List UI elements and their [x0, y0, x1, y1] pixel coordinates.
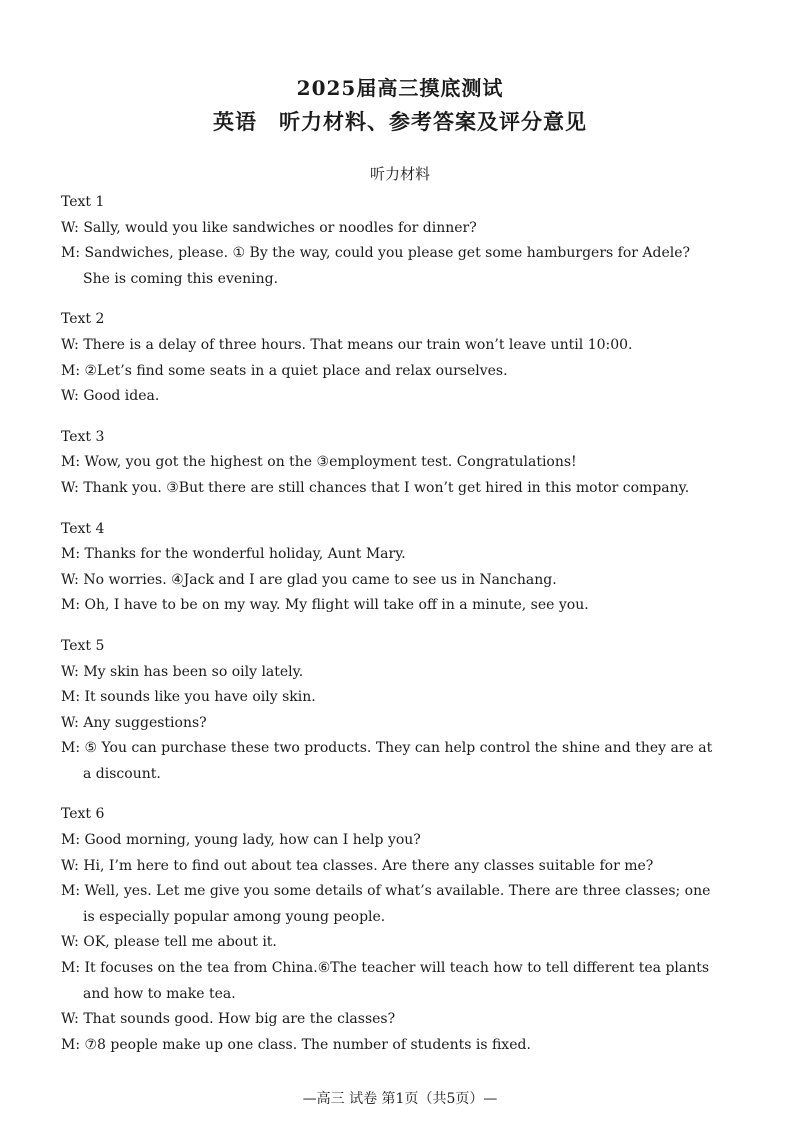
dialogue-line: M: Wow, you got the highest on the ③employment test. Congratulations! — [61, 454, 577, 471]
dialogue-line: M: Well, yes. Let me give you some details of what’s available. There are three classes; one is especially popular among young people. — [61, 883, 711, 925]
text-block-2 — [61, 307, 721, 409]
dialogue-line: W: My skin has been so oily lately. — [61, 663, 304, 680]
exam-title: 2025届高三摸底测试 — [296, 76, 504, 100]
dialogue-line: W: Thank you. ③But there are still chances that I won’t get hired in this motor company. — [61, 479, 690, 496]
text-heading: Text 3 — [61, 428, 105, 445]
subtitle-text: 听力材料、参考答案及评分意见 — [279, 109, 587, 134]
dialogue-line: M: ②Let’s find some seats in a quiet place and relax ourselves. — [61, 362, 508, 379]
dialogue-line: W: That sounds good. How big are the classes? — [61, 1011, 396, 1028]
dialogue-line: W: Sally, would you like sandwiches or noodles for dinner? — [61, 219, 477, 236]
text-block-1 — [61, 190, 721, 292]
dialogue-line: W: There is a delay of three hours. That means our train won’t leave until 10:00. — [61, 336, 633, 353]
text-heading: Text 1 — [61, 194, 105, 210]
document-subtitle — [0, 106, 800, 136]
text-block-6 — [61, 802, 721, 1058]
text-heading: Text 2 — [61, 311, 105, 328]
dialogue-line: W: OK, please tell me about it. — [61, 934, 277, 951]
dialogue-line: M: It focuses on the tea from China.⑥The teacher will teach how to tell different tea plants and how to make tea. — [61, 960, 710, 1002]
subject-label: 英语 — [213, 109, 257, 134]
text-heading: Text 4 — [61, 520, 105, 537]
dialogue-line: M: Thanks for the wonderful holiday, Aunt Mary. — [61, 546, 406, 563]
dialogue-line: W: Hi, I’m here to find out about tea classes. Are there any classes suitable for me? — [61, 857, 654, 874]
section-title: 听力材料 — [369, 165, 430, 183]
text-heading: Text 5 — [61, 637, 105, 654]
dialogue-line: M: Good morning, young lady, how can I help you? — [61, 832, 421, 849]
text-block-3 — [61, 425, 721, 502]
dialogue-line: M: Sandwiches, please. ① By the way, could you please get some hamburgers for Adele? She is coming this evening. — [61, 245, 691, 287]
dialogue-line: W: Good idea. — [61, 388, 160, 405]
dialogue-line: W: Any suggestions? — [61, 714, 207, 731]
dialogue-line: M: It sounds like you have oily skin. — [61, 689, 316, 706]
page-footer: —高三 试卷 第1页（共5页）— — [302, 1091, 498, 1107]
dialogue-line: M: ⑦8 people make up one class. The number of students is fixed. — [61, 1036, 531, 1053]
dialogue-line: W: No worries. ④Jack and I are glad you came to see us in Nanchang. — [61, 571, 557, 588]
text-block-4 — [61, 517, 721, 619]
transcript-body — [61, 190, 721, 1073]
dialogue-line: M: Oh, I have to be on my way. My flight will take off in a minute, see you. — [61, 597, 589, 614]
text-heading: Text 6 — [61, 806, 105, 823]
text-block-5 — [61, 634, 721, 788]
dialogue-line: M: ⑤ You can purchase these two products. They can help control the shine and they are at a discount. — [61, 740, 713, 782]
